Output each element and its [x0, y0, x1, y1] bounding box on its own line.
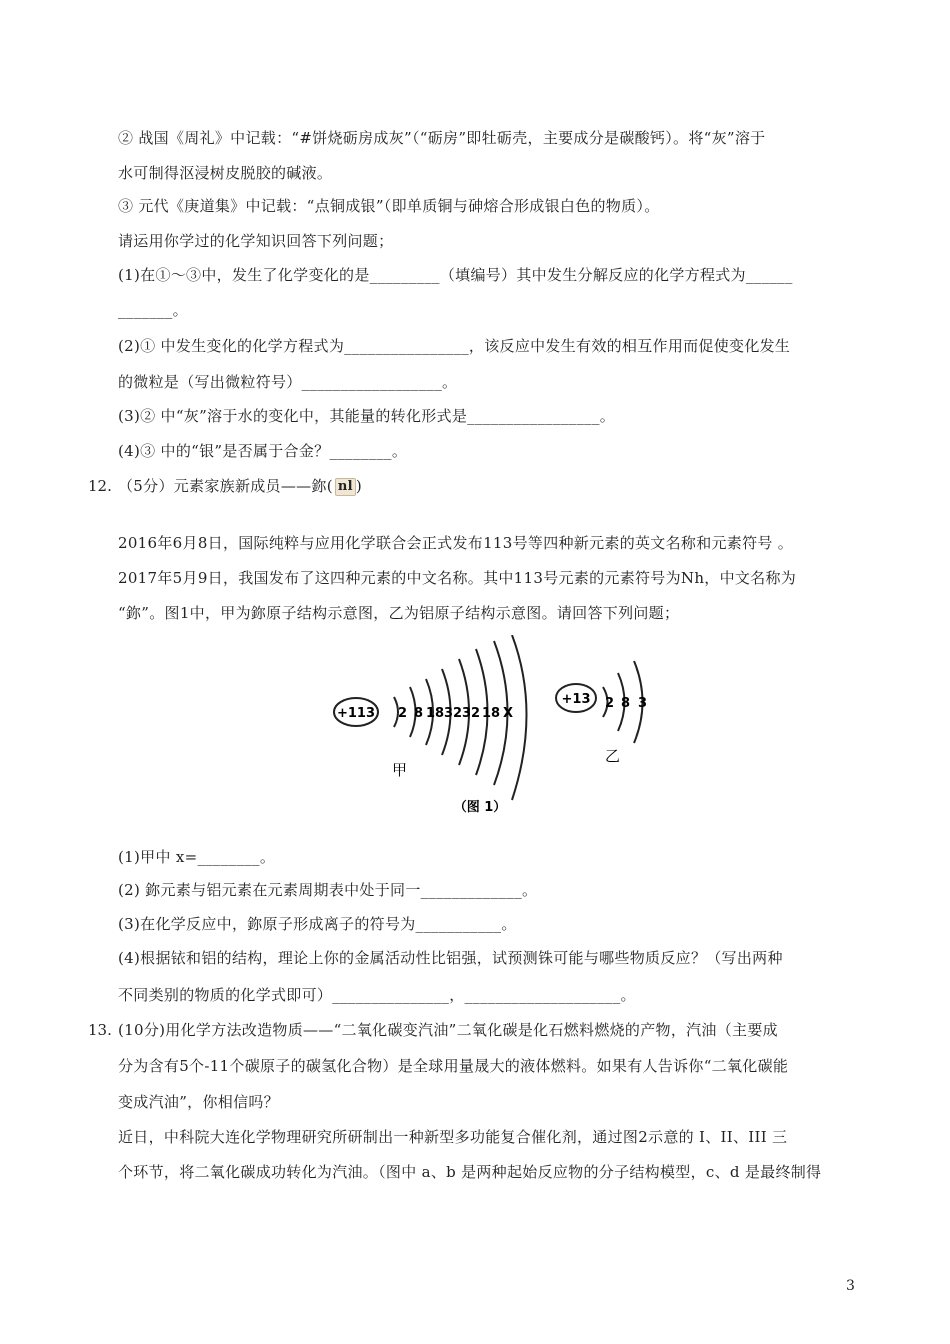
label-a: 甲	[392, 761, 408, 779]
shell-b-2: 8	[621, 696, 631, 711]
line-2: 水可制得沤浸树皮脱胶的碱液。	[118, 164, 333, 182]
q12-title-text: （5分）元素家族新成员——鉨(	[118, 477, 333, 495]
q12-paragraph-2: 2017年5月9日，我国发布了这四种元素的中文名称。其中113号元素的元素符号为Nh，中文名称为	[118, 569, 797, 587]
label-b: 乙	[605, 747, 621, 765]
line-7: (2)① 中发生变化的化学方程式为________________，该反应中发生有效的相互作用而促使变化发生	[118, 337, 791, 355]
q13-line-3: 变成汽油”，你相信吗？	[118, 1093, 279, 1111]
q13-line-4: 近日，中科院大连化学物理研究所研制出一种新型多功能复合催化剂，通过图2示意的 I、II、III 三	[118, 1128, 788, 1146]
nucleus-a-label: +113	[336, 706, 376, 721]
line-5: (1)在①～③中，发生了化学变化的是_________（填编号）其中发生分解反应的化学方程式为______	[118, 266, 793, 284]
atomic-structure-figure	[320, 635, 680, 815]
nucleus-b-label: +13	[561, 692, 591, 707]
line-1: ② 战国《周礼》中记载：“#饼烧砺房成灰”（“砺房”即牡砺壳，主要成分是碳酸钙）。将“灰”溶于	[118, 129, 766, 147]
shell-a-4: 32	[444, 706, 463, 721]
line-3: ③ 元代《庚道集》中记载：“点铜成银”（即单质铜与砷熔合形成银白色的物质）。	[118, 197, 660, 215]
q12-sub-2: (2) 鉨元素与铝元素在元素周期表中处于同一_____________。	[118, 881, 538, 899]
shell-b-1: 2	[605, 696, 615, 711]
shell-a-2: 8	[414, 706, 424, 721]
q12-sub-3: (3)在化学反应中，鉨原子形成离子的符号为___________。	[118, 915, 517, 933]
shell-numbers-a	[398, 706, 513, 721]
q13-number: 13.	[88, 1021, 112, 1039]
page-number: 3	[846, 1278, 855, 1294]
shell-a-5: 32	[462, 706, 481, 721]
nh-symbol-badge: nl	[335, 478, 356, 496]
shell-b-3: 3	[638, 696, 648, 711]
q12-paragraph-1: 2016年6月8日，国际纯粹与应用化学联合会正式发布113号等四种新元素的英文名称和元素符号 。	[118, 534, 794, 552]
q12-sub-1: (1)甲中 x=________。	[118, 848, 276, 866]
line-8: 的微粒是（写出微粒符号）__________________。	[118, 373, 458, 391]
shell-numbers-b	[605, 696, 647, 711]
q12-sub-5: 不同类别的物质的化学式即可）_______________，____________________。	[118, 986, 636, 1004]
q12-sub-4: (4)根据铱和铝的结构，理论上你的金属活动性比铝强，试预测铢可能与哪些物质反应？（写出两种	[118, 949, 783, 967]
figure-caption: （图 1）	[453, 800, 507, 815]
q12-title-end: )	[355, 477, 363, 495]
line-4: 请运用你学过的化学知识回答下列问题；	[118, 232, 394, 250]
shell-a-7: X	[503, 706, 514, 721]
line-9: (3)② 中“灰”溶于水的变化中，其能量的转化形式是_________________。	[118, 407, 616, 425]
q13-line-1: (10分)用化学方法改造物质——“二氧化碳变汽油”二氧化碳是化石燃料燃烧的产物，汽油（主要成	[118, 1021, 778, 1039]
shell-a-1: 2	[398, 706, 408, 721]
q12-number: 12.	[88, 477, 112, 495]
q12-title	[118, 476, 362, 496]
line-6: _______。	[118, 301, 188, 319]
shell-a-6: 18	[482, 706, 501, 721]
q12-paragraph-3: “鉨”。图1中，甲为鉨原子结构示意图，乙为铝原子结构示意图。请回答下列问题；	[118, 604, 680, 622]
q13-line-5: 个环节，将二氧化碳成功转化为汽油。（图中 a、b 是两种起始反应物的分子结构模型，c、d 是最终制得	[118, 1163, 822, 1181]
line-10: (4)③ 中的“银”是否属于合金？________。	[118, 442, 408, 460]
q13-line-2: 分为含有5个-11个碳原子的碳氢化合物）是全球用量晟大的液体燃料。如果有人告诉你“二氧化碳能	[118, 1057, 789, 1075]
shell-a-3: 18	[426, 706, 445, 721]
